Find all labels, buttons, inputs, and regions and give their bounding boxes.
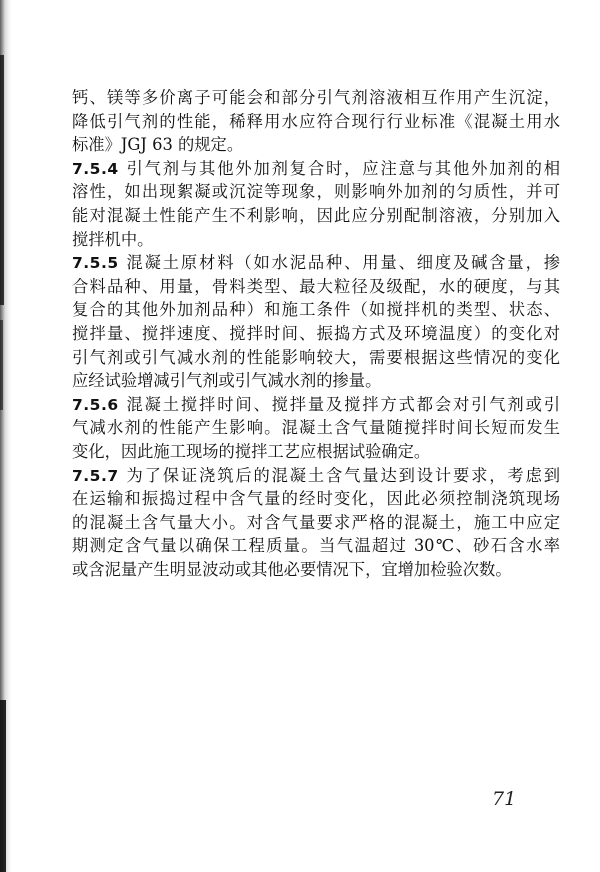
section-number: 7.5.7 <box>72 466 119 485</box>
text-line <box>72 464 560 488</box>
text-line: 搅拌机中。 <box>72 229 154 249</box>
text-line: 标准》JGJ 63 的规定。 <box>72 135 244 155</box>
text-line: 搅拌量、搅拌速度、搅拌时间、振捣方式及环境温度）的变化对 <box>72 323 560 343</box>
text-line: 的混凝土含气量大小。对含气量要求严格的混凝土，施工中应定 <box>72 512 560 532</box>
text-line-content: 混凝土搅拌时间、搅拌量及搅拌方式都会对引气剂或引 <box>124 394 560 414</box>
paragraph-7-5-5 <box>72 251 560 393</box>
text-line: 气减水剂的性能产生影响。混凝土含气量随搅拌时间长短而发生 <box>72 418 560 438</box>
paragraph-7-5-7 <box>72 464 560 582</box>
section-number: 7.5.4 <box>72 159 119 178</box>
text-line: 变化，因此施工现场的搅拌工艺应根据试验确定。 <box>72 441 431 461</box>
paragraph-7-5-6 <box>72 393 560 464</box>
document-body <box>72 86 560 581</box>
scan-binding-mark <box>0 55 4 305</box>
scan-binding-mark <box>0 320 3 410</box>
text-line: 能对混凝土性能产生不利影响，因此应分别配制溶液，分别加入 <box>72 205 560 225</box>
scan-binding-mark <box>0 700 6 872</box>
text-line: 引气剂或引气减水剂的性能影响较大，需要根据这些情况的变化 <box>72 347 560 367</box>
paragraph-7-5-4 <box>72 157 560 251</box>
text-line: 钙、镁等多价离子可能会和部分引气剂溶液相互作用产生沉淀， <box>72 88 560 107</box>
text-line: 合料品种、用量，骨料类型、最大粒径及级配，水的硬度，与其 <box>72 276 560 296</box>
text-line: 复合的其他外加剂品种）和施工条件（如搅拌机的类型、状态、 <box>72 300 560 320</box>
text-line: 期测定含气量以确保工程质量。当气温超过 30℃、砂石含水率 <box>72 536 560 556</box>
text-line: 应经试验增减引气剂或引气减水剂的掺量。 <box>72 371 382 391</box>
text-line: 降低引气剂的性能，稀释用水应符合现行行业标准《混凝土用水 <box>72 111 560 131</box>
text-line <box>72 251 560 275</box>
text-line-content: 混凝土原材料（如水泥品种、用量、细度及碱含量，掺 <box>124 253 560 273</box>
section-number: 7.5.6 <box>72 395 119 414</box>
paragraph-7-5-3-continued <box>72 86 560 157</box>
text-line-content: 引气剂与其他外加剂复合时，应注意与其他外加剂的相 <box>124 158 560 178</box>
page-number: 71 <box>492 788 517 810</box>
text-line: 溶性，如出现絮凝或沉淀等现象，则影响外加剂的匀质性，并可 <box>72 182 560 202</box>
section-number: 7.5.5 <box>72 254 119 273</box>
text-line: 在运输和振捣过程中含气量的经时变化，因此必须控制浇筑现场 <box>72 489 560 509</box>
text-line <box>72 393 560 417</box>
text-line <box>72 157 560 181</box>
text-line: 或含泥量产生明显波动或其他必要情况下，宜增加检验次数。 <box>72 559 512 579</box>
text-line-content: 为了保证浇筑后的混凝土含气量达到设计要求，考虑到 <box>124 465 560 485</box>
